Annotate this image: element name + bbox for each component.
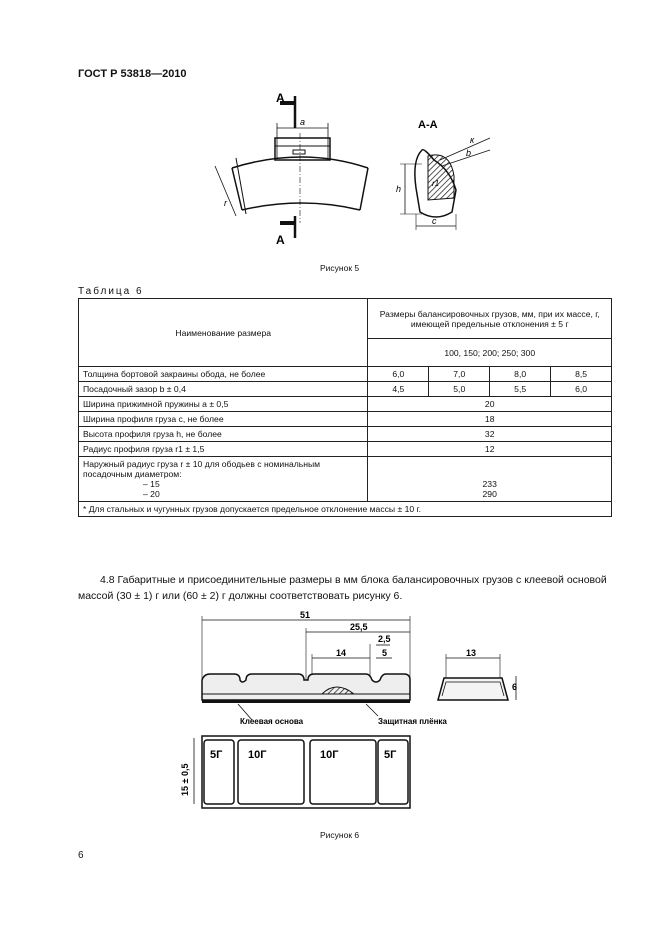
cell-label-4: 5Г xyxy=(384,749,397,761)
figure-5-drawing xyxy=(200,88,500,258)
row-name: Ширина прижимной пружины a ± 0,5 xyxy=(79,397,368,412)
cell-value: 5,5 xyxy=(490,382,551,397)
cell-value-line: 233 xyxy=(482,479,497,489)
table-6 xyxy=(78,298,612,517)
cell-value: 8,0 xyxy=(490,367,551,382)
row-name-line: – 15 xyxy=(143,479,160,489)
dim-14: 14 xyxy=(336,648,347,658)
row-name: Высота профиля груза h, не более xyxy=(79,427,368,442)
cell-value xyxy=(368,457,612,502)
row-name: Радиус профиля груза r1 ± 1,5 xyxy=(79,442,368,457)
cell-label-2: 10Г xyxy=(248,749,267,761)
row-name xyxy=(79,457,368,502)
cell-value: 32 xyxy=(368,427,612,442)
dim-51: 51 xyxy=(300,610,311,620)
label-a-top: А xyxy=(276,91,285,105)
dim-13: 13 xyxy=(466,648,477,658)
col-header-sizes: Размеры балансировочных грузов, мм, при их массе, г, имеющей предельные отклонения ± 5 г xyxy=(368,299,612,339)
table-footnote: * Для стальных и чугунных грузов допускается предельное отклонение массы ± 10 г. xyxy=(79,502,612,517)
dim-25-5: 25,5 xyxy=(350,622,368,632)
figure-6-drawing xyxy=(170,608,530,830)
label-a-dim: a xyxy=(300,117,306,127)
cell-value: 18 xyxy=(368,412,612,427)
cell-value: 20 xyxy=(368,397,612,412)
cell-value: 4,5 xyxy=(368,382,429,397)
row-name-line: – 20 xyxy=(143,489,160,499)
table-caption-word: Таблица xyxy=(78,286,132,297)
label-k: к xyxy=(470,135,475,145)
label-c: с xyxy=(432,216,437,226)
dim-6: 6 xyxy=(512,682,518,692)
cell-label-3: 10Г xyxy=(320,749,339,761)
table-row xyxy=(79,412,612,427)
label-r1: r1 xyxy=(432,179,440,188)
row-name: Ширина профиля груза c, не более xyxy=(79,412,368,427)
section-label: А-А xyxy=(418,119,438,131)
cell-value: 5,0 xyxy=(429,382,490,397)
dim-2-5: 2,5 xyxy=(378,634,391,644)
row-name: Посадочный зазор b ± 0,4 xyxy=(79,382,368,397)
dim-15: 15 ± 0,5 xyxy=(180,763,190,796)
figure-6-caption: Рисунок 6 xyxy=(320,830,360,840)
table-row xyxy=(79,382,612,397)
label-glue: Клеевая основа xyxy=(240,717,304,726)
cell-value: 12 xyxy=(368,442,612,457)
document-header: ГОСТ Р 53818—2010 xyxy=(78,68,187,80)
figure-5-caption: Рисунок 5 xyxy=(320,263,360,273)
table-caption xyxy=(78,286,144,297)
cell-value: 8,5 xyxy=(551,367,612,382)
table-row xyxy=(79,367,612,382)
table-caption-number: 6 xyxy=(136,286,144,297)
label-b: b xyxy=(466,148,472,158)
label-h: h xyxy=(396,184,402,194)
label-a-bottom: А xyxy=(276,233,285,247)
col-header-masses: 100, 150; 200; 250; 300 xyxy=(368,339,612,367)
label-r: r xyxy=(224,198,227,208)
cell-value-line: 290 xyxy=(482,489,497,499)
label-film: Защитная плёнка xyxy=(378,717,447,726)
page-number: 6 xyxy=(78,850,84,861)
col-header-name: Наименование размера xyxy=(79,299,368,367)
table-row xyxy=(79,442,612,457)
cell-value: 7,0 xyxy=(429,367,490,382)
row-name: Толщина бортовой закраины обода, не более xyxy=(79,367,368,382)
cell-value: 6,0 xyxy=(368,367,429,382)
table-row xyxy=(79,457,612,502)
cell-label-1: 5Г xyxy=(210,749,223,761)
dim-5: 5 xyxy=(382,648,388,658)
cell-value: 6,0 xyxy=(551,382,612,397)
paragraph-4-8: 4.8 Габаритные и присоединительные размеры в мм блока балансировочных грузов с клеевой основой массой (30 ± 1) г или (60 ± 2) г должны соответствовать рисунку 6. xyxy=(78,574,607,602)
table-row xyxy=(79,397,612,412)
row-name-line: Наружный радиус груза r ± 10 для ободьев с номинальным посадочным диаметром: xyxy=(83,459,321,479)
table-row xyxy=(79,427,612,442)
